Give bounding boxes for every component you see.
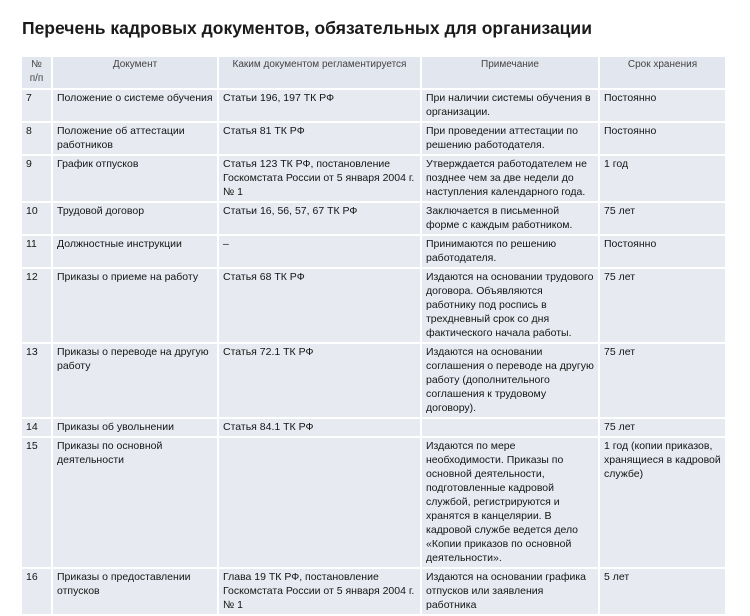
page-title: Перечень кадровых документов, обязательных для организации bbox=[22, 18, 592, 38]
cell-number: 7 bbox=[21, 89, 52, 122]
cell-number: 12 bbox=[21, 268, 52, 343]
cell-retention: 5 лет bbox=[599, 568, 726, 615]
cell-note: Принимаются по решению работодателя. bbox=[421, 235, 599, 268]
cell-note: Издаются по мере необходимости. Приказы по основной деятельности, подготовленные кадровой службой, регистрируются и хранятся в канцелярии. В кадровой службе ведется дело «Копии приказов по основной деятельности». bbox=[421, 437, 599, 568]
table-row bbox=[21, 437, 726, 568]
table-row bbox=[21, 155, 726, 202]
cell-note: Издаются на основании графика отпусков или заявления работника bbox=[421, 568, 599, 615]
table-header-row bbox=[21, 56, 726, 89]
cell-document: Положение об аттестации работников bbox=[52, 122, 218, 155]
cell-retention: 75 лет bbox=[599, 202, 726, 235]
cell-document: Приказы о приеме на работу bbox=[52, 268, 218, 343]
cell-number: 13 bbox=[21, 343, 52, 418]
cell-regulation: Статья 81 ТК РФ bbox=[218, 122, 421, 155]
header-note: Примечание bbox=[421, 56, 599, 89]
table-row bbox=[21, 122, 726, 155]
header-retention: Срок хранения bbox=[599, 56, 726, 89]
cell-regulation bbox=[218, 437, 421, 568]
cell-retention: 75 лет bbox=[599, 343, 726, 418]
header-document: Документ bbox=[52, 56, 218, 89]
table-row bbox=[21, 268, 726, 343]
cell-document: Должностные инструкции bbox=[52, 235, 218, 268]
cell-regulation: – bbox=[218, 235, 421, 268]
documents-table bbox=[20, 55, 727, 616]
cell-regulation: Глава 19 ТК РФ, постановление Госкомстата России от 5 января 2004 г. № 1 bbox=[218, 568, 421, 615]
cell-document: Приказы по основной деятельности bbox=[52, 437, 218, 568]
cell-number: 15 bbox=[21, 437, 52, 568]
cell-regulation: Статья 68 ТК РФ bbox=[218, 268, 421, 343]
cell-retention: Постоянно bbox=[599, 89, 726, 122]
cell-regulation: Статьи 16, 56, 57, 67 ТК РФ bbox=[218, 202, 421, 235]
cell-number: 11 bbox=[21, 235, 52, 268]
header-number: № п/п bbox=[21, 56, 52, 89]
table-row bbox=[21, 343, 726, 418]
cell-note: Издаются на основании трудового договора. Объявляются работнику под роспись в трехдневный срок со дня фактического начала работы. bbox=[421, 268, 599, 343]
cell-document: Трудовой договор bbox=[52, 202, 218, 235]
cell-document: Приказы об увольнении bbox=[52, 418, 218, 437]
cell-number: 8 bbox=[21, 122, 52, 155]
cell-document: Приказы о переводе на другую работу bbox=[52, 343, 218, 418]
cell-retention: 1 год (копии приказов, хранящиеся в кадровой службе) bbox=[599, 437, 726, 568]
cell-retention: Постоянно bbox=[599, 235, 726, 268]
cell-note: Утверждается работодателем не позднее чем за две недели до наступления календарного года. bbox=[421, 155, 599, 202]
cell-number: 14 bbox=[21, 418, 52, 437]
header-regulation: Каким документом регламентируется bbox=[218, 56, 421, 89]
cell-number: 16 bbox=[21, 568, 52, 615]
cell-regulation: Статья 72.1 ТК РФ bbox=[218, 343, 421, 418]
cell-note: Издаются на основании соглашения о переводе на другую работу (дополнительного соглашения к трудовому договору). bbox=[421, 343, 599, 418]
cell-document: График отпусков bbox=[52, 155, 218, 202]
cell-number: 9 bbox=[21, 155, 52, 202]
table-row bbox=[21, 418, 726, 437]
cell-note: При наличии системы обучения в организации. bbox=[421, 89, 599, 122]
cell-note: Заключается в письменной форме с каждым работником. bbox=[421, 202, 599, 235]
cell-note bbox=[421, 418, 599, 437]
cell-retention: 75 лет bbox=[599, 268, 726, 343]
table-row bbox=[21, 202, 726, 235]
cell-retention: 75 лет bbox=[599, 418, 726, 437]
cell-retention: 1 год bbox=[599, 155, 726, 202]
table-row bbox=[21, 568, 726, 615]
cell-number: 10 bbox=[21, 202, 52, 235]
cell-regulation: Статья 123 ТК РФ, постановление Госкомстата России от 5 января 2004 г. № 1 bbox=[218, 155, 421, 202]
cell-retention: Постоянно bbox=[599, 122, 726, 155]
cell-document: Положение о системе обучения bbox=[52, 89, 218, 122]
cell-note: При проведении аттестации по решению работодателя. bbox=[421, 122, 599, 155]
table-row bbox=[21, 235, 726, 268]
cell-document: Приказы о предоставлении отпусков bbox=[52, 568, 218, 615]
cell-regulation: Статьи 196, 197 ТК РФ bbox=[218, 89, 421, 122]
table-row bbox=[21, 89, 726, 122]
cell-regulation: Статья 84.1 ТК РФ bbox=[218, 418, 421, 437]
